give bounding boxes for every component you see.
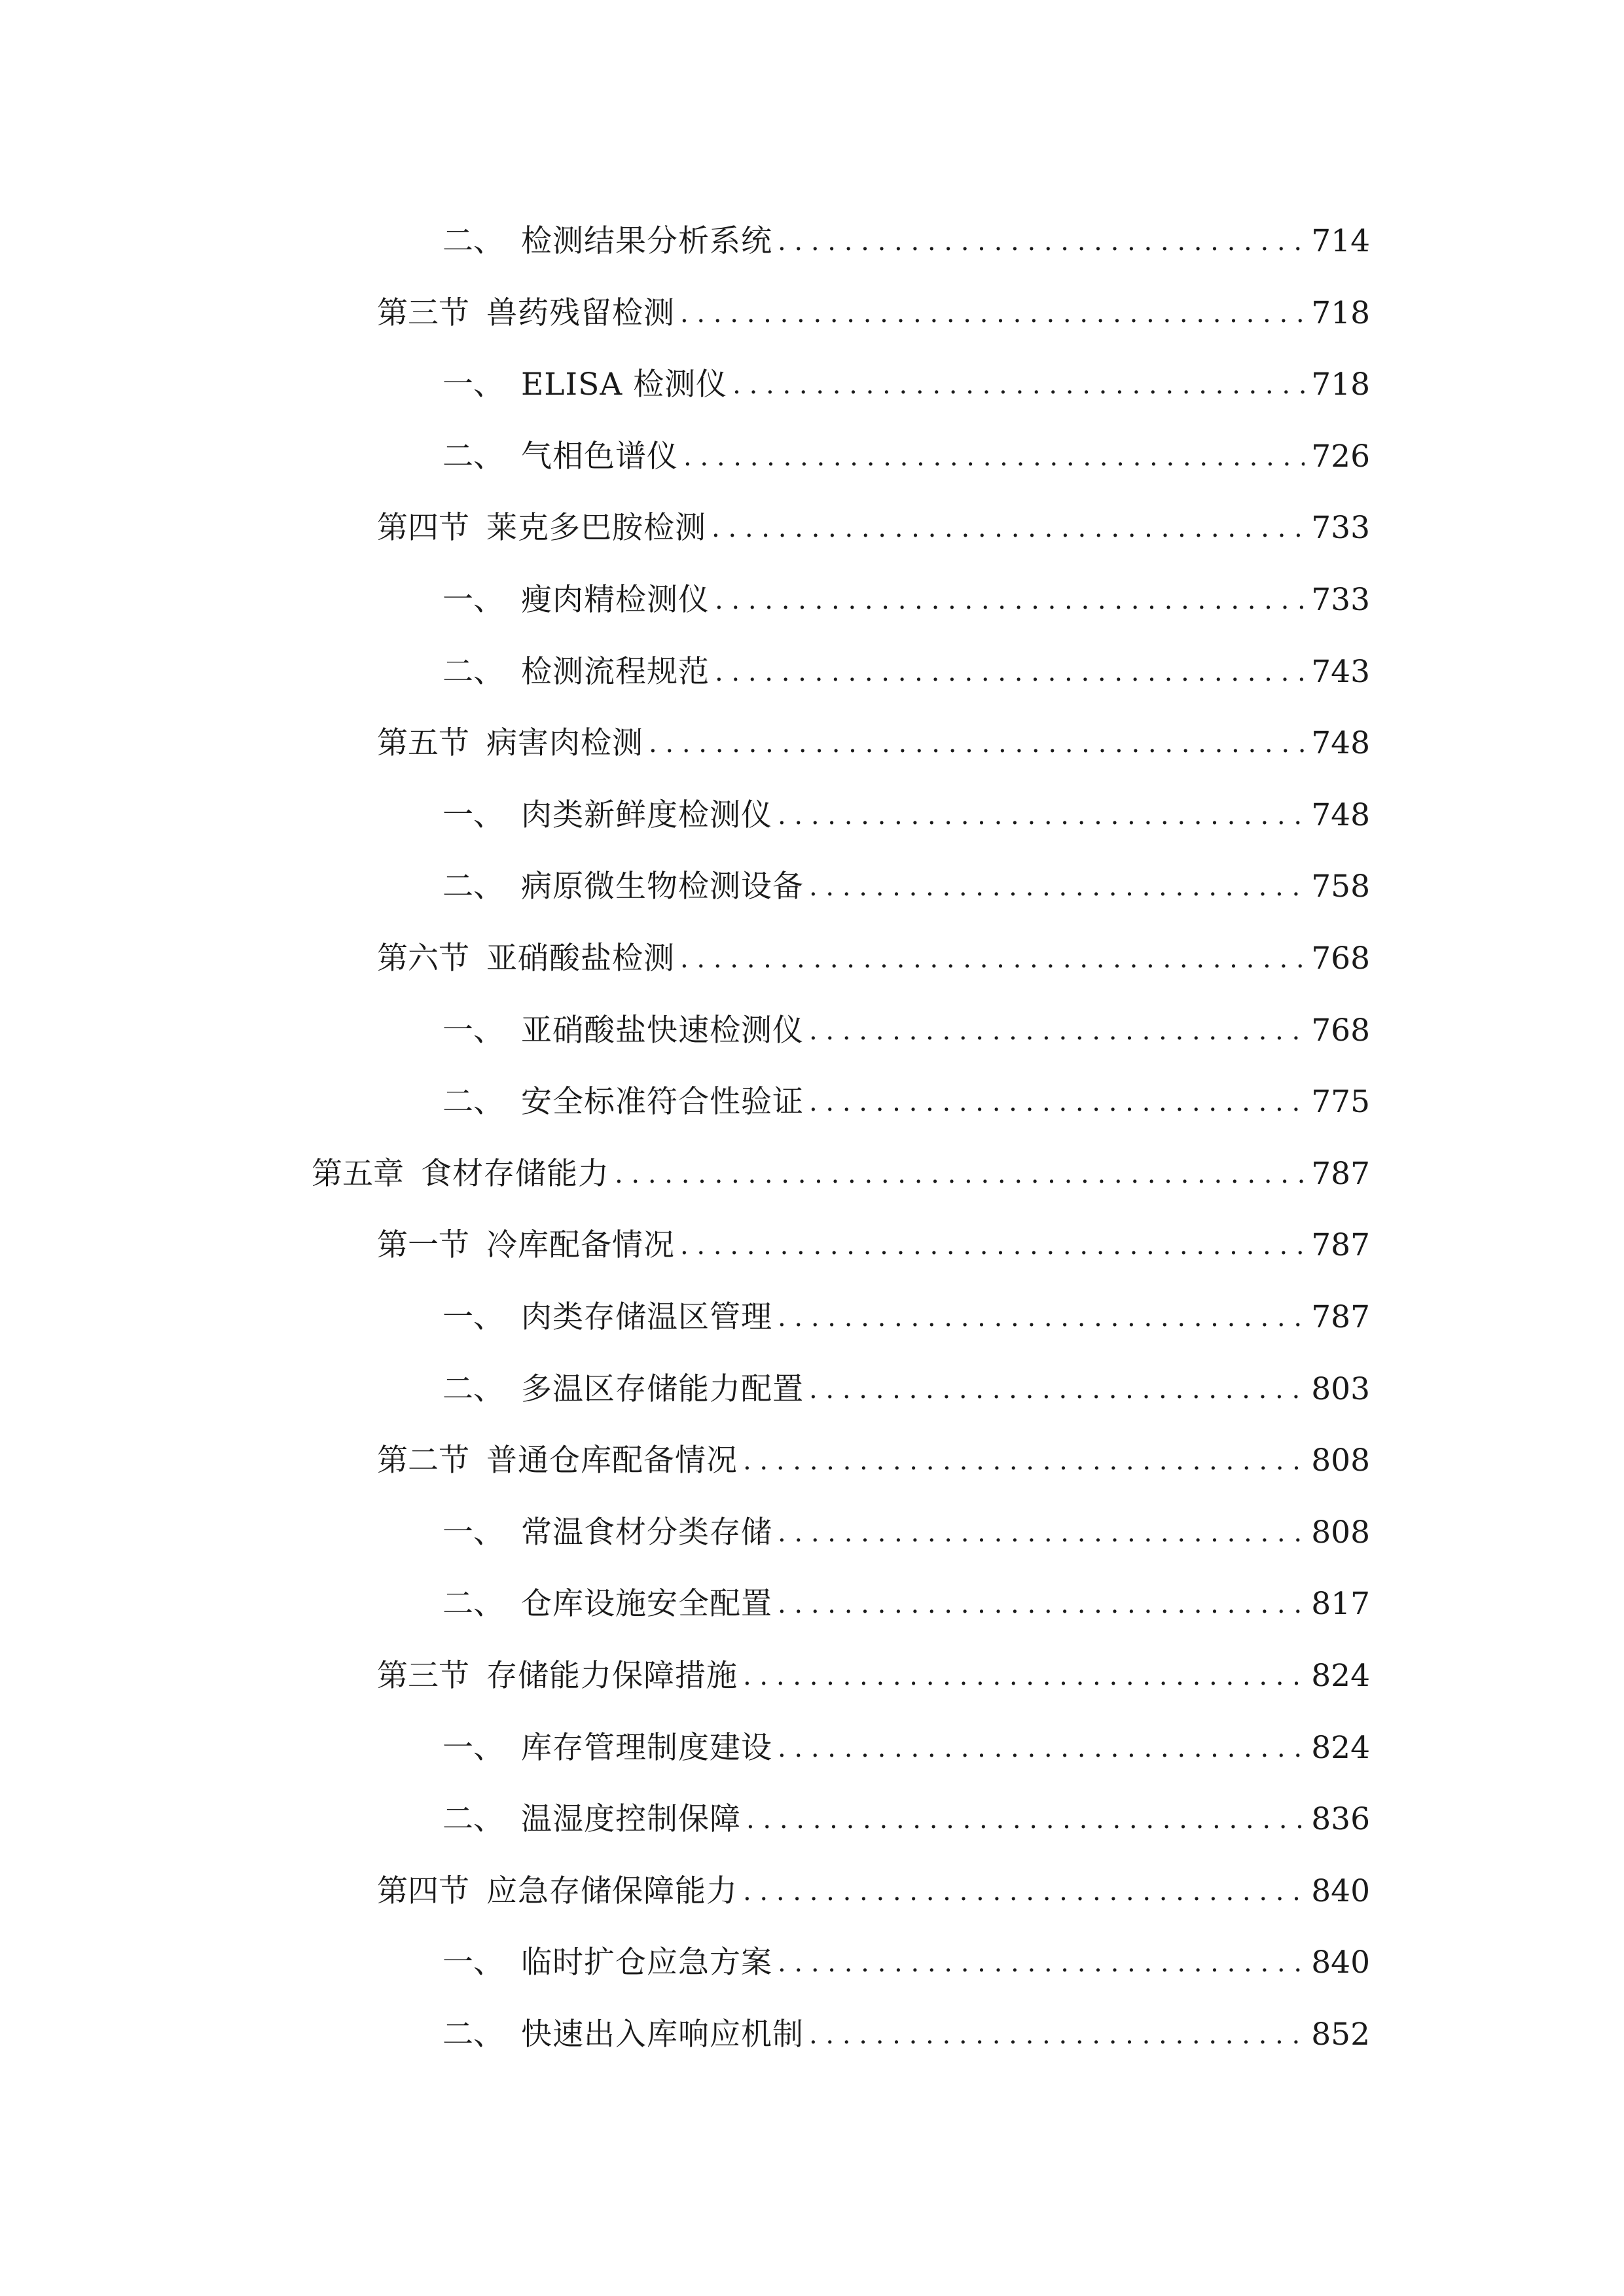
dot-leader (743, 1653, 1305, 1699)
toc-entry-section[interactable] (377, 936, 1370, 982)
toc-entry-prefix: 二、 (442, 1586, 504, 1623)
toc-entry-title: 温湿度控制保障 (521, 1801, 741, 1838)
toc-entry-title: 快速出入库响应机制 (521, 2017, 804, 2053)
dot-leader (746, 1797, 1305, 1842)
toc-entry-prefix: 二、 (442, 653, 504, 690)
toc-entry-page-number: 817 (1311, 1586, 1370, 1623)
toc-entry-title: 肉类新鲜度检测仪 (521, 797, 772, 833)
dot-leader (680, 1223, 1305, 1268)
toc-entry-prefix: 第一节 (377, 1227, 469, 1264)
dot-leader (743, 1438, 1305, 1484)
toc-entry-page-number: 748 (1311, 725, 1370, 762)
toc-entry-title: 病害肉检测 (486, 725, 643, 762)
toc-entry-prefix: 二、 (442, 2017, 504, 2053)
toc-entry-title: 瘦肉精检测仪 (521, 582, 710, 618)
toc-entry-title: 常温食材分类存储 (521, 1514, 772, 1551)
toc-entry-page-number: 748 (1311, 797, 1370, 833)
toc-entry-section[interactable] (377, 291, 1370, 336)
dot-leader (809, 2012, 1305, 2058)
toc-entry-title: 应急存储保障能力 (486, 1873, 738, 1909)
toc-entry-page-number: 768 (1311, 941, 1370, 977)
toc-entry-prefix: 第三节 (377, 295, 469, 331)
toc-entry-item[interactable] (442, 1510, 1370, 1556)
toc-entry-prefix: 二、 (442, 1371, 504, 1407)
toc-entry-item[interactable] (442, 1295, 1370, 1340)
toc-entry-section[interactable] (377, 721, 1370, 766)
toc-entry-page-number: 808 (1311, 1514, 1370, 1551)
toc-entry-title: 气相色谱仪 (521, 438, 678, 475)
toc-entry-title: 肉类存储温区管理 (521, 1299, 772, 1335)
toc-entry-title: 存储能力保障措施 (486, 1658, 738, 1694)
toc-entry-prefix: 第五节 (377, 725, 469, 762)
toc-entry-item[interactable] (442, 864, 1370, 910)
toc-entry-section[interactable] (377, 1869, 1370, 1914)
toc-entry-item[interactable] (442, 1725, 1370, 1771)
toc-entry-item[interactable] (442, 793, 1370, 838)
toc-entry-page-number: 768 (1311, 1012, 1370, 1049)
dot-leader (680, 936, 1305, 982)
toc-entry-page-number: 718 (1311, 367, 1370, 403)
toc-entry-title: 亚硝酸盐快速检测仪 (521, 1012, 804, 1049)
toc-entry-prefix: 一、 (442, 1299, 504, 1335)
toc-entry-prefix: 第五章 (312, 1155, 404, 1192)
dot-leader (649, 721, 1305, 766)
toc-entry-page-number: 803 (1311, 1371, 1370, 1407)
toc-entry-page-number: 808 (1311, 1443, 1370, 1479)
toc-entry-title: 亚硝酸盐检测 (486, 941, 675, 977)
toc-entry-title: 普通仓库配备情况 (486, 1443, 738, 1479)
toc-entry-page-number: 733 (1311, 582, 1370, 618)
toc-entry-item[interactable] (442, 1940, 1370, 1986)
toc-entry-title: 库存管理制度建设 (521, 1729, 772, 1766)
toc-entry-prefix: 一、 (442, 1729, 504, 1766)
toc-entry-page-number: 718 (1311, 295, 1370, 331)
toc-entry-prefix: 二、 (442, 223, 504, 259)
dot-leader (615, 1151, 1305, 1197)
toc-entry-prefix: 二、 (442, 1084, 504, 1121)
dot-leader (809, 1367, 1305, 1412)
toc-entry-page-number: 787 (1311, 1227, 1370, 1264)
toc-entry-item[interactable] (442, 362, 1370, 408)
toc-entry-prefix: 一、 (442, 1945, 504, 1981)
toc-entry-prefix: 一、 (442, 582, 504, 618)
dot-leader (778, 1510, 1305, 1556)
toc-entry-title: ELISA 检测仪 (521, 367, 728, 403)
toc-entry-title: 兽药残留检测 (486, 295, 675, 331)
toc-entry-chapter[interactable] (312, 1151, 1370, 1197)
dot-leader (680, 291, 1305, 336)
dot-leader (778, 1295, 1305, 1340)
toc-entry-title: 安全标准符合性验证 (521, 1084, 804, 1121)
dot-leader (743, 1869, 1305, 1914)
toc-entry-title: 莱克多巴胺检测 (486, 510, 706, 547)
toc-entry-item[interactable] (442, 434, 1370, 480)
dot-leader (778, 793, 1305, 838)
dot-leader (778, 1581, 1305, 1627)
toc-entry-page-number: 743 (1311, 653, 1370, 690)
toc-entry-page-number: 852 (1311, 2017, 1370, 2053)
toc-entry-title: 检测结果分析系统 (521, 223, 772, 259)
toc-entry-page-number: 758 (1311, 869, 1370, 905)
toc-entry-section[interactable] (377, 1653, 1370, 1699)
toc-entry-page-number: 726 (1311, 438, 1370, 475)
toc-entry-title: 食材存储能力 (421, 1155, 609, 1192)
dot-leader (809, 1079, 1305, 1125)
toc-entry-prefix: 第二节 (377, 1443, 469, 1479)
toc-entry-page-number: 836 (1311, 1801, 1370, 1838)
dot-leader (778, 1725, 1305, 1771)
toc-entry-item[interactable] (442, 1581, 1370, 1627)
dot-leader (778, 1940, 1305, 1986)
toc-entry-item[interactable] (442, 577, 1370, 623)
toc-entry-prefix: 二、 (442, 1801, 504, 1838)
toc-entry-item[interactable] (442, 649, 1370, 695)
dot-leader (715, 577, 1305, 623)
toc-entry-prefix: 一、 (442, 1012, 504, 1049)
dot-leader (683, 434, 1305, 480)
toc-entry-page-number: 840 (1311, 1945, 1370, 1981)
toc-entry-item[interactable] (442, 1008, 1370, 1054)
toc-entry-title: 仓库设施安全配置 (521, 1586, 772, 1623)
toc-entry-page-number: 714 (1311, 223, 1370, 259)
toc-entry-page-number: 824 (1311, 1658, 1370, 1694)
table-of-contents (0, 219, 1624, 2117)
toc-entry-page-number: 824 (1311, 1729, 1370, 1766)
toc-entry-prefix: 第四节 (377, 1873, 469, 1909)
toc-entry-page-number: 787 (1311, 1155, 1370, 1192)
toc-entry-title: 检测流程规范 (521, 653, 710, 690)
toc-entry-prefix: 二、 (442, 438, 504, 475)
dot-leader (809, 864, 1305, 910)
toc-entry-item[interactable] (442, 219, 1370, 264)
toc-entry-title: 冷库配备情况 (486, 1227, 675, 1264)
toc-entry-item[interactable] (442, 1367, 1370, 1412)
toc-entry-section[interactable] (377, 1223, 1370, 1268)
dot-leader (809, 1008, 1305, 1054)
toc-entry-title: 临时扩仓应急方案 (521, 1945, 772, 1981)
toc-entry-prefix: 一、 (442, 367, 504, 403)
dot-leader (778, 219, 1305, 264)
toc-entry-page-number: 733 (1311, 510, 1370, 547)
dot-leader (712, 505, 1305, 551)
dot-leader (715, 649, 1305, 695)
toc-entry-item[interactable] (442, 2012, 1370, 2058)
dot-leader (732, 362, 1305, 408)
toc-entry-prefix: 第三节 (377, 1658, 469, 1694)
toc-entry-prefix: 一、 (442, 1514, 504, 1551)
toc-entry-section[interactable] (377, 1438, 1370, 1484)
toc-entry-page-number: 840 (1311, 1873, 1370, 1909)
toc-entry-prefix: 第六节 (377, 941, 469, 977)
toc-entry-prefix: 一、 (442, 797, 504, 833)
toc-entry-item[interactable] (442, 1797, 1370, 1842)
toc-entry-title: 病原微生物检测设备 (521, 869, 804, 905)
toc-entry-page-number: 775 (1311, 1084, 1370, 1121)
toc-entry-prefix: 第四节 (377, 510, 469, 547)
toc-entry-title: 多温区存储能力配置 (521, 1371, 804, 1407)
toc-entry-item[interactable] (442, 1079, 1370, 1125)
toc-entry-section[interactable] (377, 505, 1370, 551)
toc-entry-page-number: 787 (1311, 1299, 1370, 1335)
toc-entry-prefix: 二、 (442, 869, 504, 905)
